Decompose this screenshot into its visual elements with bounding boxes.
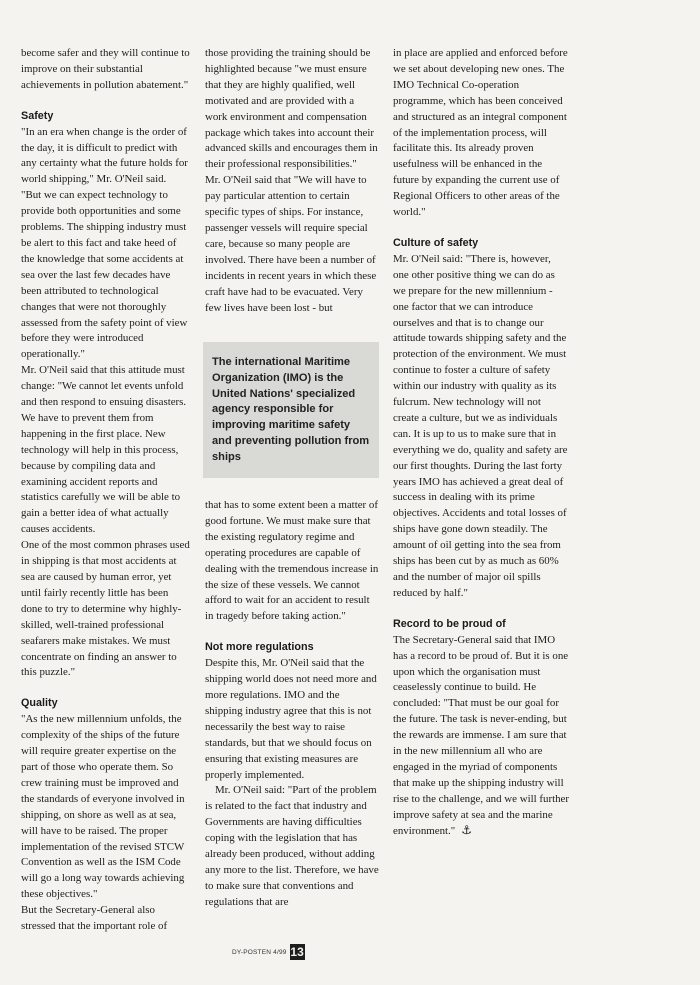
paragraph-text: The Secretary-General said that IMO has a record to be proud of. But it is one upon which the organisation must ceaselessly continue to build. He concluded: "That must be our goal for the future. The task is never-ending, but the rewards are immense. I am sure that in the new millennium all who are engaged in the myriad of components that make up the shipping industry will rise to the challenge, and we will further improve safety at sea and the marine environment." — [393, 633, 569, 837]
page-number: 13 — [290, 945, 304, 959]
paragraph: One of the most common phrases used in shipping is that most accidents at sea are caused by human error, yet until fairly recently little has been done to try to determine why highly-skilled, well-trained professional seafarers make mistakes. We must concentrate on finding an answer to this puzzle." — [21, 539, 190, 679]
section-heading-record: Record to be proud of — [393, 617, 506, 630]
section-heading-culture-of-safety: Culture of safety — [393, 236, 479, 249]
article-column-3 — [393, 46, 569, 840]
article-column-1 — [21, 46, 192, 935]
paragraph — [393, 633, 569, 840]
paragraph: Mr. O'Neil said: "Part of the problem is related to the fact that industry and Governments are having difficulties coping with the legislation that has already been produced, without adding any more to the list. Therefore, we have to make sure that conventions and regulations that are — [205, 784, 379, 908]
section-heading-safety: Safety — [21, 109, 54, 122]
paragraph: Despite this, Mr. O'Neil said that the shipping world does not need more and more regulations. IMO and the shipping industry agree that this is not necessarily the best way to raise standards, but that we should focus on ensuring that existing measures are properly implemented. — [205, 657, 377, 781]
publication-label: DY-POSTEN 4/99 — [232, 948, 287, 956]
pull-quote-box — [203, 342, 379, 478]
paragraph: "As the new millennium unfolds, the complexity of the ships of the future will require greater expertise on the part of those who operate them. So crew training must be improved and the standards of everyone involved in shipping, on shore as well as at sea, will have to be raised. The proper implementation of the revised STCW Convention as well as the ISM Code will go a long way towards achieving these objectives." — [21, 713, 185, 901]
article-column-2-bottom — [205, 498, 379, 911]
section-heading-not-more-regulations: Not more regulations — [205, 641, 314, 654]
paragraph: become safer and they will continue to improve on their substantial achievements in pollution abatement." — [21, 47, 190, 91]
paragraph: Mr. O'Neil said that this attitude must change: "We cannot let events unfold and then respond to ensuing disasters. We have to prevent them from happening in the first place. New technology will help in this process, because by compiling data and examining accident reports and statistics carefully we will be able to gain a better idea of what actually causes accidents. — [21, 364, 187, 536]
paragraph: But the Secretary-General also stressed that the important role of — [21, 904, 168, 933]
article-column-2-top — [205, 46, 379, 316]
anchor-icon: ⚓ — [461, 822, 472, 837]
paragraph: "In an era when change is the order of the day, it is difficult to predict with any certainty what the future holds for world shipping," Mr. O'Neil said. — [21, 125, 188, 186]
pull-quote-text: The international Maritime Organization (IMO) is the United Nations' specialized agency responsible for improving maritime safety and preventing pollution from ships — [212, 356, 370, 463]
paragraph: Mr. O'Neil said that "We will have to pay particular attention to certain specific types of ships. For instance, passenger vessels will require special care, because so many people are involved. There have been a number of incidents in recent years in which these craft have had to be evacuated. Very few lives have been lost - but — [205, 174, 377, 314]
paragraph: in place are applied and enforced before we set about developing new ones. The IMO Technical Co-operation programme, which has been conceived and structured as an integral component of the implementation process, will facilitate this. Its already proven usefulness will be enhanced in the future by expanding the current use of Regional Officers to other areas of the world." — [393, 47, 568, 219]
paragraph: that has to some extent been a matter of good fortune. We must make sure that the existing regulatory regime and operating procedures are capable of dealing with the tremendous increase in the size of these vessels. We cannot afford to wait for an accident to result in tragedy before taking action." — [205, 499, 379, 623]
section-heading-quality: Quality — [21, 697, 58, 710]
paragraph: those providing the training should be highlighted because "we must ensure that they are highly qualified, well motivated and are provided with a work environment and compensation package which takes into account their advanced skills and encourages them in their professional responsibilities." — [205, 47, 378, 171]
page-footer — [232, 944, 305, 960]
paragraph: Mr. O'Neil said: "There is, however, one other positive thing we can do as we prepare for the new millennium - one factor that we can introduce ourselves and that is to change our attitude towards shipping safety and the protection of the environment. We must continue to foster a culture of safety within our industry with quality as its fulcrum. New technology will not create a culture, but we as individuals can. It is up to us to make sure that in everything we do, quality and safety are our first thoughts. During the last forty years IMO has achieved a great deal of success in dealing with its prime objectives. Accidents and total losses of ships have gone down steadily. The amount of oil getting into the sea from ships has been cut by as much as 60% and the number of major oil spills reduced by half." — [393, 252, 568, 599]
paragraph: "But we can expect technology to provide both opportunities and some problems. The shipping industry must be alert to this fact and take heed of the knowledge that some accidents at sea over the last few decades have been attributed to technological changes that were not thoroughly assessed from the safety point of view before they were introduced operationally." — [21, 189, 188, 361]
